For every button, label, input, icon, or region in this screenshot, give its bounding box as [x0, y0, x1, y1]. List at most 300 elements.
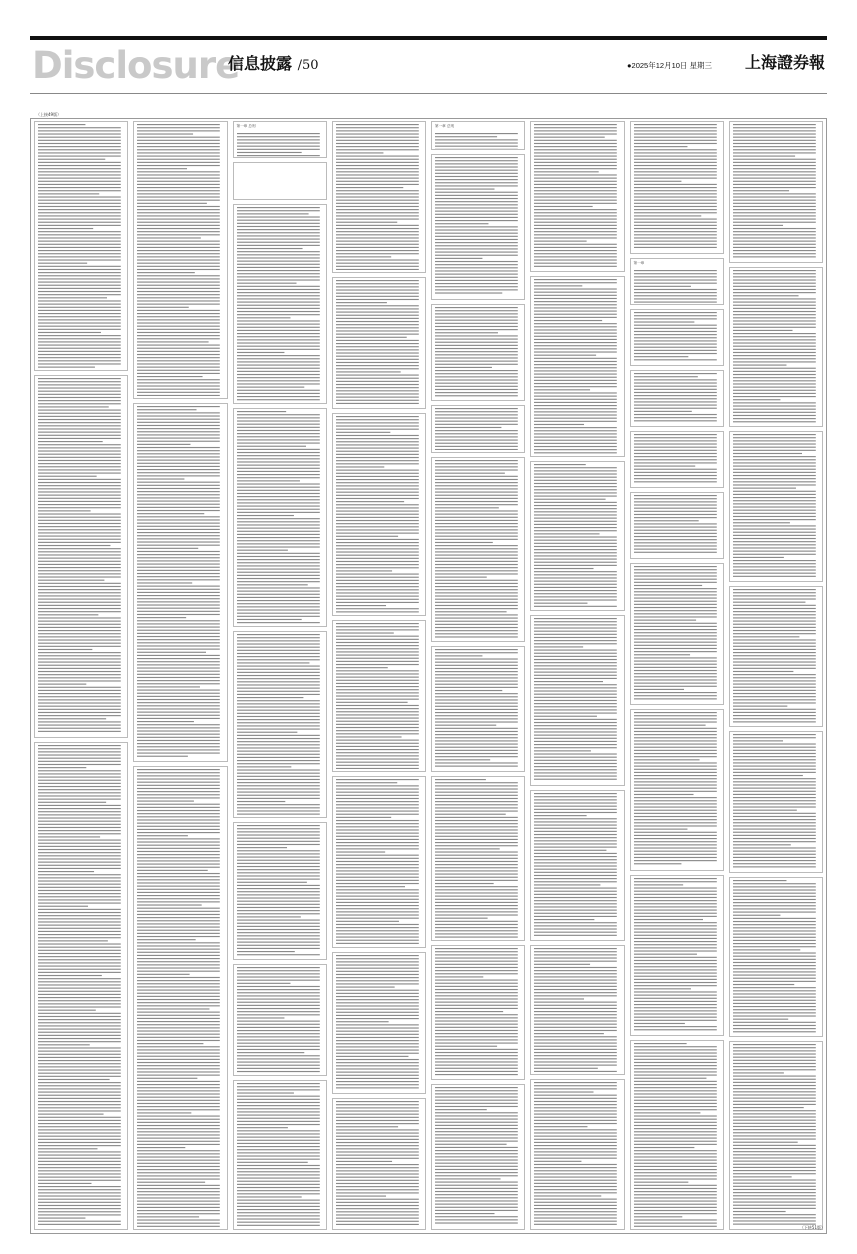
text-line — [237, 804, 320, 805]
text-line — [336, 507, 419, 508]
text-line — [435, 449, 518, 450]
text-line — [634, 270, 717, 271]
text-line — [336, 231, 419, 232]
text-line — [237, 888, 320, 889]
text-line — [137, 772, 220, 773]
text-line — [137, 133, 193, 134]
text-line — [435, 1122, 518, 1123]
text-line — [38, 761, 121, 762]
text-line — [336, 764, 419, 765]
text-line — [336, 561, 419, 562]
text-line — [435, 699, 518, 700]
text-line — [733, 377, 816, 378]
text-line — [38, 209, 121, 210]
text-line — [435, 674, 518, 675]
text-line — [733, 677, 816, 678]
text-line — [534, 555, 617, 556]
text-line — [733, 1221, 816, 1222]
text-line — [634, 619, 696, 620]
text-line — [534, 776, 617, 777]
text-line — [634, 524, 717, 525]
text-line — [634, 174, 717, 175]
text-line — [634, 527, 717, 528]
text-line — [137, 1119, 220, 1120]
text-line — [733, 1076, 816, 1077]
text-line — [733, 143, 816, 144]
text-line — [137, 1012, 220, 1013]
text-line — [534, 970, 617, 971]
text-line — [38, 1079, 110, 1080]
text-line — [435, 511, 518, 512]
text-line — [733, 380, 816, 381]
text-line — [336, 861, 419, 862]
text-line — [137, 652, 206, 653]
text-line — [733, 867, 816, 868]
text-line — [435, 664, 518, 665]
text-line — [237, 1092, 294, 1093]
text-line — [38, 422, 121, 423]
text-line — [634, 1071, 717, 1072]
text-line — [534, 467, 617, 468]
text-line — [534, 716, 597, 717]
text-line — [534, 379, 617, 380]
text-line — [336, 312, 419, 313]
text-line — [336, 817, 391, 818]
text-line — [733, 1199, 816, 1200]
text-line — [336, 517, 419, 518]
text-line — [634, 514, 717, 515]
text-line — [733, 652, 816, 653]
text-line — [435, 1091, 518, 1092]
text-line — [534, 364, 617, 365]
text-line — [336, 727, 419, 728]
text-line — [634, 319, 717, 320]
text-line — [336, 939, 419, 940]
text-line — [435, 867, 518, 868]
article-block — [332, 952, 426, 1094]
text-line — [534, 593, 617, 594]
text-line — [237, 690, 320, 691]
text-line — [237, 797, 320, 798]
text-line — [38, 662, 121, 663]
text-line — [336, 1050, 419, 1051]
text-line — [534, 928, 617, 929]
text-line — [336, 958, 419, 959]
text-line — [336, 545, 419, 546]
text-line — [534, 982, 617, 983]
text-line — [534, 713, 617, 714]
text-line — [137, 1197, 220, 1198]
text-line — [237, 706, 320, 707]
text-line — [237, 352, 284, 353]
text-line — [237, 1026, 320, 1027]
text-line — [38, 156, 121, 157]
text-line — [336, 327, 419, 328]
text-line — [137, 294, 220, 295]
text-line — [435, 782, 518, 783]
text-line — [38, 852, 121, 853]
text-line — [336, 308, 419, 309]
text-line — [137, 706, 220, 707]
text-line — [336, 1136, 419, 1137]
text-line — [634, 915, 717, 916]
text-line — [137, 367, 220, 368]
text-line — [435, 933, 518, 934]
text-line — [435, 998, 518, 999]
text-line — [336, 1034, 419, 1035]
article-block — [729, 731, 823, 873]
text-line — [38, 1041, 121, 1042]
text-line — [237, 417, 320, 418]
text-line — [38, 504, 121, 505]
text-line — [534, 184, 617, 185]
text-line — [237, 220, 320, 221]
text-line — [534, 1133, 617, 1134]
text-line — [137, 724, 220, 725]
text-line — [38, 1010, 96, 1011]
text-line — [336, 807, 419, 808]
text-line — [336, 788, 419, 789]
text-line — [534, 181, 617, 182]
text-line — [38, 124, 85, 125]
text-line — [237, 594, 320, 595]
text-line — [38, 203, 121, 204]
text-line — [38, 1057, 121, 1058]
text-line — [336, 365, 419, 366]
text-line — [336, 632, 394, 633]
text-line — [634, 399, 717, 400]
text-line — [137, 661, 220, 662]
text-line — [534, 342, 617, 343]
text-line — [237, 967, 320, 968]
text-line — [237, 414, 320, 415]
text-line — [534, 571, 617, 572]
text-line — [237, 336, 320, 337]
text-line — [534, 514, 617, 515]
text-line — [38, 1101, 121, 1102]
text-line — [534, 894, 617, 895]
text-line — [38, 988, 121, 989]
text-line — [38, 326, 121, 327]
text-line — [38, 263, 87, 264]
text-line — [435, 170, 518, 171]
text-line — [38, 555, 121, 556]
text-line — [237, 1058, 320, 1059]
text-line — [336, 1208, 419, 1209]
text-line — [534, 504, 617, 505]
text-line — [38, 1032, 121, 1033]
text-line — [634, 1106, 717, 1107]
text-line — [38, 731, 121, 732]
text-line — [38, 777, 121, 778]
text-line — [237, 474, 320, 475]
text-line — [534, 831, 617, 832]
text-line — [38, 1218, 85, 1219]
text-line — [435, 1195, 518, 1196]
text-line — [38, 354, 121, 355]
text-line — [634, 463, 717, 464]
text-line — [336, 263, 419, 264]
text-line — [336, 899, 419, 900]
text-line — [435, 1067, 518, 1068]
text-line — [435, 479, 518, 480]
text-line — [237, 929, 320, 930]
text-line — [38, 178, 121, 179]
text-line — [733, 1006, 816, 1007]
text-line — [435, 627, 518, 628]
text-line — [733, 1101, 816, 1102]
text-line — [733, 949, 800, 950]
text-line — [733, 971, 816, 972]
text-line — [38, 485, 121, 486]
text-line — [435, 539, 518, 540]
text-line — [336, 259, 419, 260]
text-body — [631, 310, 723, 363]
text-line — [38, 722, 121, 723]
text-line — [634, 1103, 717, 1104]
text-line — [733, 804, 816, 805]
text-line — [237, 1118, 320, 1119]
text-line — [634, 475, 717, 476]
text-line — [733, 642, 816, 643]
text-line — [38, 687, 121, 688]
text-line — [534, 339, 617, 340]
text-line — [534, 847, 617, 848]
text-line — [435, 204, 518, 205]
text-line — [733, 956, 816, 957]
text-line — [237, 339, 320, 340]
text-line — [733, 721, 816, 722]
text-line — [137, 779, 220, 780]
text-line — [733, 434, 816, 435]
text-line — [733, 624, 816, 625]
text-line — [733, 554, 816, 555]
text-line — [534, 853, 617, 854]
text-line — [733, 503, 816, 504]
text-line — [733, 345, 816, 346]
text-line — [237, 327, 320, 328]
text-line — [534, 279, 617, 280]
text-line — [237, 725, 320, 726]
text-line — [38, 222, 121, 223]
text-line — [237, 810, 320, 811]
text-line — [733, 782, 816, 783]
text-line — [137, 237, 201, 238]
text-line — [336, 648, 419, 649]
text-line — [534, 536, 617, 537]
text-line — [137, 586, 220, 587]
text-line — [336, 356, 419, 357]
text-line — [336, 523, 419, 524]
text-line — [237, 1052, 304, 1053]
text-line — [733, 1025, 816, 1026]
text-line — [336, 510, 419, 511]
text-line — [435, 1058, 518, 1059]
text-line — [634, 231, 717, 232]
text-line — [435, 583, 518, 584]
text-line — [634, 209, 717, 210]
text-line — [634, 782, 717, 783]
text-line — [435, 1039, 518, 1040]
text-line — [237, 1096, 320, 1097]
text-line — [733, 196, 816, 197]
text-line — [435, 1166, 518, 1167]
text-line — [237, 901, 320, 902]
text-line — [534, 1092, 594, 1093]
text-line — [237, 646, 320, 647]
text-line — [38, 416, 121, 417]
text-line — [733, 702, 816, 703]
text-line — [137, 687, 200, 688]
text-line — [733, 472, 816, 473]
text-line — [137, 718, 220, 719]
text-line — [137, 923, 220, 924]
text-line — [237, 1181, 320, 1182]
text-line — [634, 152, 717, 153]
text-line — [534, 152, 617, 153]
text-line — [237, 875, 320, 876]
text-line — [733, 355, 816, 356]
text-line — [137, 1141, 220, 1142]
text-line — [336, 1164, 419, 1165]
text-line — [137, 297, 220, 298]
text-line — [733, 1126, 816, 1127]
text-line — [435, 708, 518, 709]
text-line — [733, 510, 816, 511]
text-line — [435, 1070, 518, 1071]
text-line — [435, 1048, 518, 1049]
text-line — [336, 1180, 419, 1181]
text-line — [38, 849, 121, 850]
text-line — [237, 562, 320, 563]
text-line — [733, 146, 816, 147]
text-line — [733, 414, 816, 415]
text-line — [634, 763, 717, 764]
text-line — [534, 256, 617, 257]
text-line — [237, 521, 320, 522]
text-line — [733, 253, 816, 254]
text-line — [534, 700, 617, 701]
text-line — [336, 683, 419, 684]
text-line — [733, 276, 816, 277]
text-line — [237, 948, 320, 949]
text-line — [336, 768, 419, 769]
text-line — [534, 561, 617, 562]
text-line — [38, 473, 121, 474]
text-line — [534, 754, 617, 755]
text-line — [634, 569, 717, 570]
text-line — [137, 488, 220, 489]
text-line — [435, 473, 505, 474]
text-line — [237, 719, 320, 720]
article-block — [431, 945, 525, 1081]
article-block — [332, 620, 426, 772]
text-line — [237, 461, 320, 462]
text-line — [534, 140, 617, 141]
text-line — [435, 1100, 518, 1101]
text-body — [234, 131, 326, 158]
text-line — [733, 810, 797, 811]
text-line — [534, 1196, 601, 1197]
text-line — [534, 288, 617, 289]
text-line — [38, 700, 121, 701]
text-line — [634, 1119, 717, 1120]
text-line — [534, 159, 617, 160]
text-line — [38, 1205, 121, 1206]
text-line — [38, 322, 121, 323]
text-line — [237, 775, 320, 776]
text-line — [237, 753, 320, 754]
text-line — [733, 1047, 816, 1048]
text-line — [336, 1215, 419, 1216]
text-line — [534, 1001, 617, 1002]
text-line — [534, 332, 617, 333]
text-line — [634, 744, 717, 745]
continued-to-tag: （下转51版） — [799, 1225, 825, 1230]
text-line — [38, 253, 121, 254]
text-line — [38, 1022, 121, 1023]
text-line — [435, 1017, 518, 1018]
text-line — [38, 250, 121, 251]
text-line — [336, 244, 419, 245]
text-line — [534, 320, 602, 321]
text-line — [733, 421, 816, 422]
text-line — [435, 605, 518, 606]
text-line — [534, 473, 617, 474]
text-line — [137, 1075, 220, 1076]
text-line — [733, 563, 816, 564]
text-line — [38, 228, 93, 229]
text-line — [435, 163, 518, 164]
text-line — [435, 139, 518, 140]
text-line — [634, 778, 717, 779]
text-line — [634, 1004, 717, 1005]
text-line — [733, 1060, 816, 1061]
text-line — [336, 1211, 419, 1212]
text-line — [137, 1021, 220, 1022]
text-line — [634, 857, 717, 858]
text-line — [634, 1185, 717, 1186]
text-line — [137, 905, 202, 906]
text-line — [435, 883, 494, 884]
text-line — [534, 634, 617, 635]
text-line — [336, 645, 419, 646]
text-line — [634, 890, 717, 891]
text-line — [435, 848, 500, 849]
text-line — [435, 545, 518, 546]
text-line — [435, 1030, 518, 1031]
text-line — [237, 333, 320, 334]
text-body — [333, 414, 425, 613]
text-line — [336, 577, 419, 578]
text-line — [336, 845, 419, 846]
text-line — [733, 1104, 816, 1105]
text-line — [733, 323, 816, 324]
text-line — [336, 187, 403, 188]
text-line — [336, 305, 419, 306]
text-line — [38, 441, 103, 442]
text-line — [336, 977, 419, 978]
text-line — [733, 522, 790, 523]
text-line — [38, 1221, 121, 1222]
text-line — [435, 423, 518, 424]
text-line — [435, 696, 518, 697]
text-line — [435, 239, 518, 240]
text-line — [336, 990, 419, 991]
text-line — [634, 887, 717, 888]
text-line — [733, 845, 791, 846]
text-line — [38, 225, 121, 226]
